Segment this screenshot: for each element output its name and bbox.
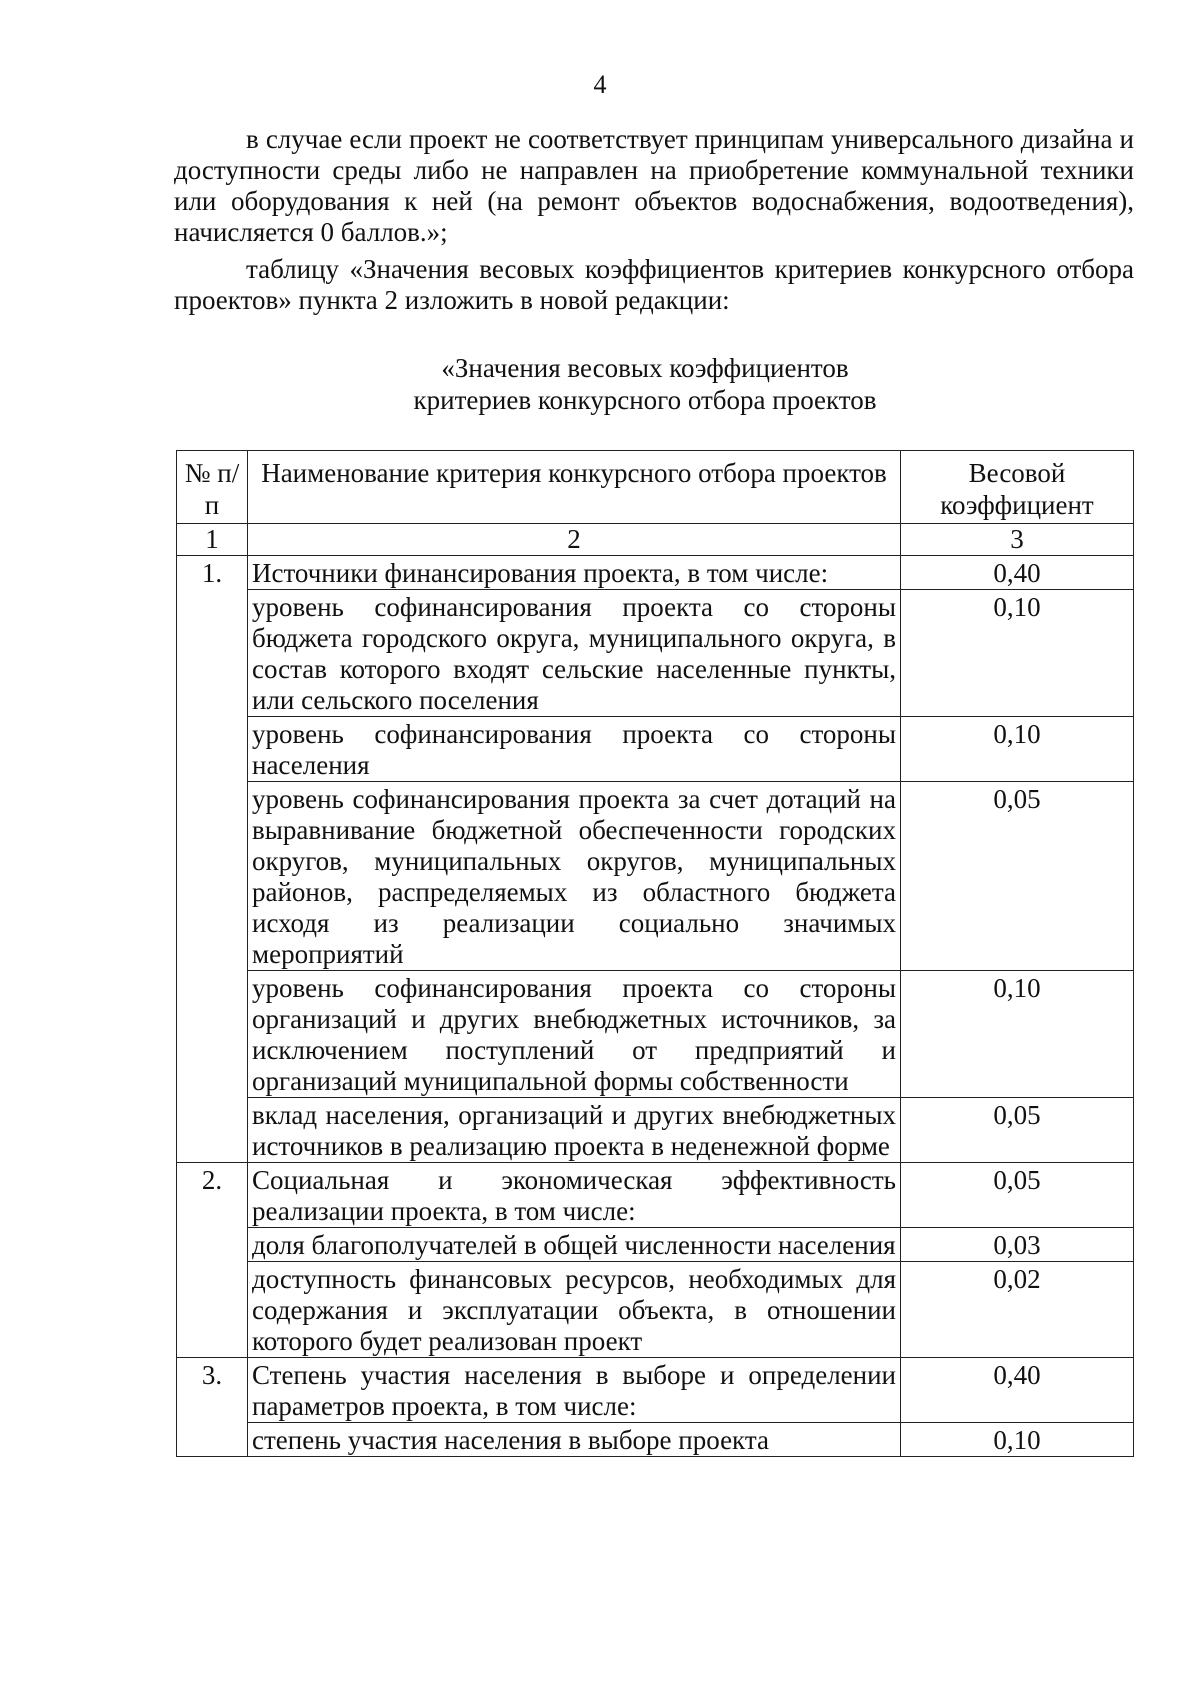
- criterion-weight: 0,05: [901, 1098, 1134, 1163]
- criterion-weight: 0,03: [901, 1228, 1134, 1262]
- criterion-name: уровень софинансирования проекта со стороны организаций и других внебюджетных источников, за исключением поступлений от предприятий и организаций муниципальной формы собственности: [248, 971, 901, 1098]
- header-name: Наименование критерия конкурсного отбора проектов: [248, 451, 901, 524]
- column-index: 2: [248, 524, 901, 556]
- criterion-name: Степень участия населения в выборе и определении параметров проекта, в том числе:: [248, 1358, 901, 1423]
- column-index-row: [177, 524, 1134, 556]
- criterion-weight: 0,40: [901, 556, 1134, 590]
- criterion-weight: 0,10: [901, 590, 1134, 717]
- table-row: [177, 971, 1134, 1098]
- table-row: [177, 1098, 1134, 1163]
- table-row: [177, 1358, 1134, 1423]
- criterion-weight: 0,10: [901, 971, 1134, 1098]
- column-index: 3: [901, 524, 1134, 556]
- criterion-weight: 0,10: [901, 717, 1134, 782]
- row-number: 2.: [177, 1163, 248, 1358]
- criterion-name: вклад населения, организаций и других внебюджетных источников в реализацию проекта в неденежной форме: [248, 1098, 901, 1163]
- table-row: [177, 717, 1134, 782]
- criteria-table: [176, 450, 1134, 1457]
- row-number: 1.: [177, 556, 248, 1163]
- table-body: [177, 556, 1134, 1457]
- criterion-weight: 0,02: [901, 1262, 1134, 1358]
- header-num: № п/п: [177, 451, 248, 524]
- criterion-name: уровень софинансирования проекта за счет дотаций на выравнивание бюджетной обеспеченности городских округов, муниципальных округов, муниципальных районов, распределяемых из областного бюджета исходя из реализации социально значимых мероприятий: [248, 782, 901, 971]
- column-index: 1: [177, 524, 248, 556]
- criterion-name: уровень софинансирования проекта со стороны бюджета городского округа, муниципального округа, в состав которого входят сельские населенные пункты, или сельского поселения: [248, 590, 901, 717]
- page-number: 4: [593, 70, 607, 99]
- table-row: [177, 556, 1134, 590]
- row-number: 3.: [177, 1358, 248, 1457]
- table-row: [177, 1423, 1134, 1457]
- criterion-name: уровень софинансирования проекта со стороны населения: [248, 717, 901, 782]
- table-title: [0, 352, 1200, 416]
- criterion-weight: 0,10: [901, 1423, 1134, 1457]
- table-row: [177, 1228, 1134, 1262]
- criterion-weight: 0,05: [901, 1163, 1134, 1228]
- table-title-line: «Значения весовых коэффициентов: [441, 353, 849, 383]
- table-row: [177, 1262, 1134, 1358]
- criterion-name: Источники финансирования проекта, в том числе:: [248, 556, 901, 590]
- table-row: [177, 1163, 1134, 1228]
- table-row: [177, 590, 1134, 717]
- table-title-line: критериев конкурсного отбора проектов: [413, 385, 877, 415]
- header-weight: Весовой коэффициент: [901, 451, 1134, 524]
- body-paragraph: в случае если проект не соответствует принципам универсального дизайна и доступности среды либо не направлен на приобретение коммунальной техники или оборудования к ней (на ремонт объектов водоснабжения, водоотведения), начисляется 0 баллов.»;: [174, 124, 1134, 247]
- criterion-name: доля благополучателей в общей численности населения: [248, 1228, 901, 1262]
- criterion-weight: 0,40: [901, 1358, 1134, 1423]
- table-row: [177, 782, 1134, 971]
- criterion-name: степень участия населения в выборе проекта: [248, 1423, 901, 1457]
- criterion-name: доступность финансовых ресурсов, необходимых для содержания и эксплуатации объекта, в отношении которого будет реализован проект: [248, 1262, 901, 1358]
- criterion-weight: 0,05: [901, 782, 1134, 971]
- criterion-name: Социальная и экономическая эффективность реализации проекта, в том числе:: [248, 1163, 901, 1228]
- body-paragraph: таблицу «Значения весовых коэффициентов критериев конкурсного отбора проектов» пункта 2 изложить в новой редакции:: [174, 254, 1134, 315]
- table-header-row: [177, 451, 1134, 524]
